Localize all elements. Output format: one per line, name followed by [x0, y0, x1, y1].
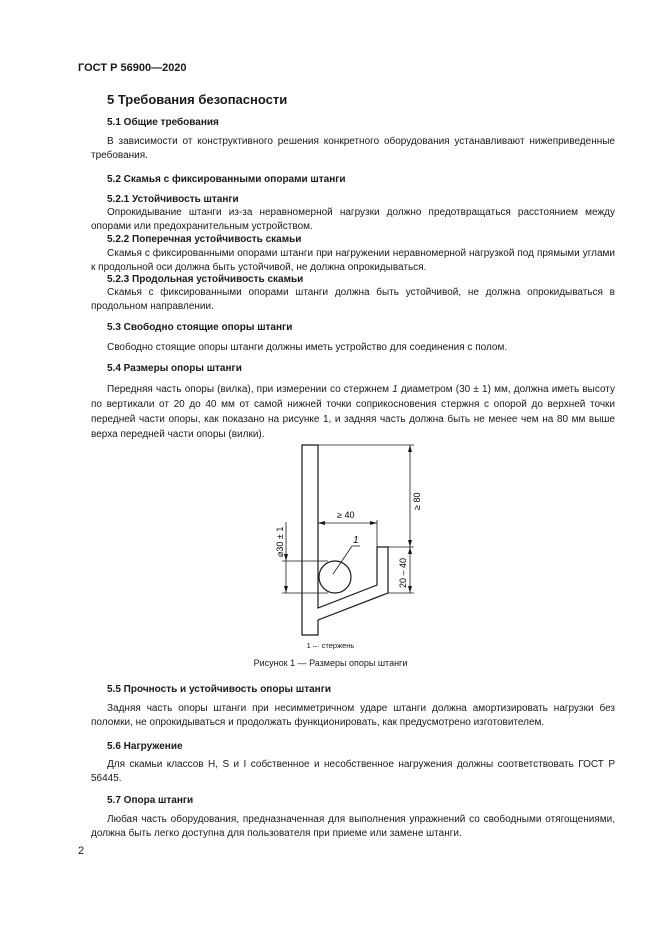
- figure-1-legend: 1 –· стержень: [306, 641, 355, 650]
- section-5-5-title: 5.5 Прочность и устойчивость опоры штанги: [107, 684, 332, 695]
- section-5-1-text: В зависимости от конструктивного решения конкретного оборудования устанавливают нижеприведенные требования.: [91, 136, 615, 161]
- section-5-4-text: Передняя часть опоры (вилка), при измерении со стержнем 1 диаметром (30 ± 1) мм, должна иметь высоту по вертикали от 20 до 40 мм от самой нижней точки соприкосновения стержня с опорой до верхней точки передней части опоры, как показано на рисунке 1, и задняя часть должна быть не менее чем на 80 мм выше верха передней части опоры (вилки).: [91, 384, 615, 440]
- section-5-2-2-title: 5.2.2 Поперечная устойчивость скамьи: [107, 234, 302, 245]
- callout-1-label: 1: [353, 535, 359, 546]
- dim-width-label: ≥ 40: [337, 510, 355, 520]
- section-5-3-title: 5.3 Свободно стоящие опоры штанги: [107, 322, 293, 333]
- dim-diameter-label: ⌀30 ± 1: [275, 526, 285, 557]
- section-5-title: 5 Требования безопасности: [107, 92, 288, 107]
- figure-1-caption: Рисунок 1 — Размеры опоры штанги: [253, 658, 408, 668]
- support-outline: [302, 445, 388, 635]
- section-5-6-text: Для скамьи классов H, S и I собственное и несобственное нагружения должны соответствовать ГОСТ Р 56445.: [91, 759, 615, 784]
- section-5-7-text: Любая часть оборудования, предназначенная для выполнения упражнений со свободными отягощениями, должна быть легко доступна для пользователя при приеме или замене штанги.: [91, 814, 615, 839]
- section-5-2-1-title: 5.2.1 Устойчивость штанги: [107, 194, 239, 205]
- section-5-2-2-text: Скамья с фиксированными опорами штанги при нагружении неравномерной нагрузкой под прямыми углами к продольной оси должна быть устойчивой, не должна опрокидываться.: [91, 248, 615, 273]
- section-5-5-text: Задняя часть опоры штанги при несимметричном ударе штанги должна амортизировать нагрузки без поломки, не опрокидываться и продолжать функционировать, как предусмотрено изготовителем.: [91, 703, 615, 728]
- section-5-2-3-title: 5.2.3 Продольная устойчивость скамьи: [107, 274, 304, 285]
- rod-circle: [319, 561, 351, 593]
- figure-1-drawing: [270, 440, 430, 640]
- section-5-6-title: 5.6 Нагружение: [107, 741, 183, 752]
- section-5-2-title: 5.2 Скамья с фиксированными опорами штанги: [107, 174, 346, 185]
- section-5-4-title: 5.4 Размеры опоры штанги: [107, 363, 242, 374]
- section-5-1-title: 5.1 Общие требования: [107, 117, 219, 128]
- dim-height-label: ≥ 80: [412, 492, 422, 510]
- section-5-2-1-text: Опрокидывание штанги из-за неравномерной нагрузки должно предотвращаться расстоянием между опорами или предохранительным устройством.: [91, 207, 615, 232]
- standard-id: ГОСТ Р 56900—2020: [78, 62, 187, 74]
- page-number: 2: [78, 845, 85, 857]
- section-5-7-title: 5.7 Опора штанги: [107, 795, 194, 806]
- section-5-2-3-text: Скамья с фиксированными опорами штанги должна быть устойчивой, не должна опрокидываться в продольном направлении.: [91, 287, 615, 312]
- dim-range-label: 20 – 40: [398, 557, 408, 588]
- section-5-3-text: Свободно стоящие опоры штанги должны иметь устройство для соединения с полом.: [107, 342, 508, 353]
